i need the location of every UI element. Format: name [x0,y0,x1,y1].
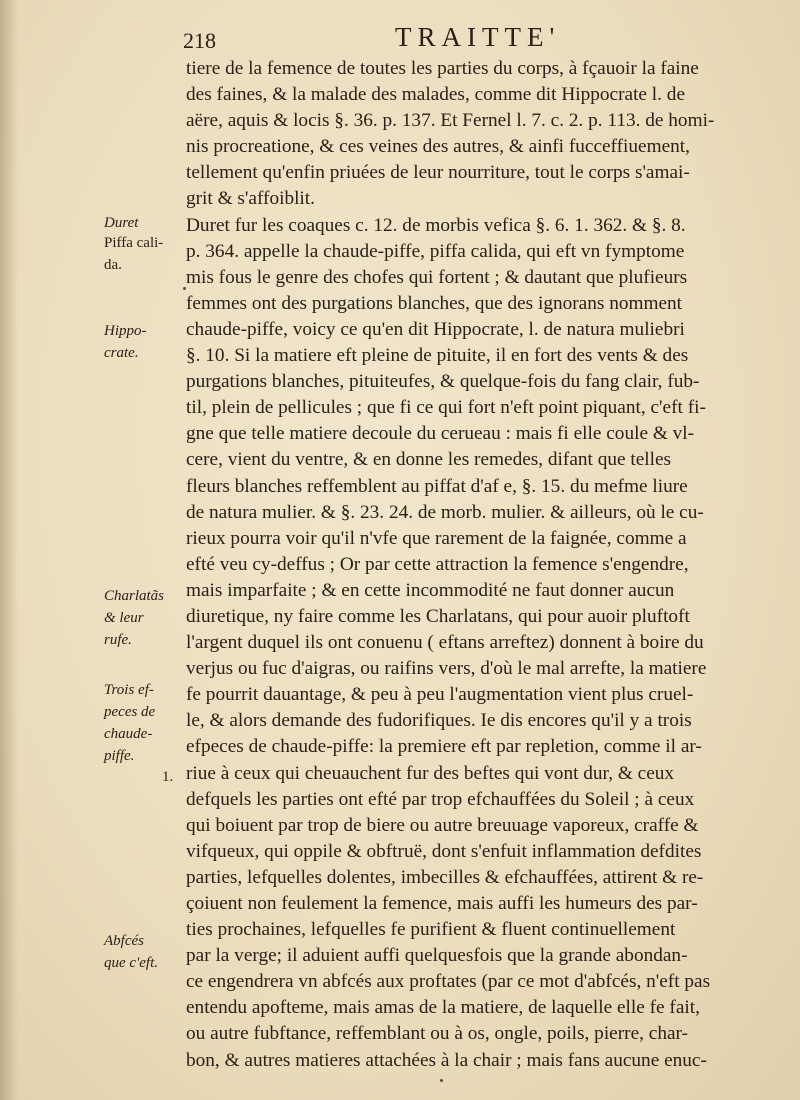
text-line: tiere de la femence de toutes les parties du corps, à fçauoir la faine [186,58,699,79]
text-line: par la verge; il aduient auffi quelquesfois que la grande abondan- [186,945,688,967]
text-line: chaude-piffe, voicy ce qu'en dit Hippocrate, l. de natura muliebri [186,318,685,340]
text-line: gne que telle matiere decoule du cerueau : mais fi elle coule & vl- [186,423,695,445]
body-text [186,56,764,1074]
text-line: diuretique, ny faire comme les Charlatans, qui pour auoir pluftoft [186,605,690,627]
text-line: nis procreatione, & ces veines des autres, & ainfi fucceffiuement, [186,136,690,158]
text-line: des faines, & la malade des malades, comme dit Hippocrate l. de [186,84,685,106]
margin-note-line: Charlatãs [104,588,165,604]
text-line: p. 364. appelle la chaude-piffe, piffa calida, qui eft vn fymptome [186,240,685,262]
text-line: riue à ceux qui cheuauchent fur des beftes qui vont dur, & ceux [186,762,675,784]
margin-note-line: Abfcés [104,933,144,949]
margin-note-line: chaude- [104,726,153,742]
text-line: Duret fur les coaques c. 12. de morbis vefica §. 6. 1. 362. & §. 8. [186,214,686,236]
running-head [183,22,763,56]
margin-note-line: da. [104,257,122,273]
text-line: de natura mulier. & §. 23. 24. de morb. mulier. & ailleurs, où le cu- [186,501,704,523]
text-line: femmes ont des purgations blanches, que des ignorans nomment [186,292,683,314]
text-line: parties, lefquelles dolentes, imbecilles & efchauffées, attirent & re- [186,866,704,888]
margin-note-charlatans [104,585,164,651]
margin-note-abscess [104,930,158,974]
margin-note-line: piffe. [104,748,135,764]
text-line: bon, & autres matieres attachées à la chair ; mais fans aucune enuc- [186,1049,707,1071]
margin-note-numeral-one [162,766,173,788]
text-line: defquels les parties ont efté par trop efchauffées du Soleil ; à ceux [186,788,695,810]
margin-note-line: rufe. [104,632,132,648]
text-line: fe pourrit dauantage, & peu à peu l'augmentation vient plus cruel- [186,684,694,706]
text-line: mais imparfaite ; & en cette incommodité ne faut donner aucun [186,579,675,601]
text-line: le, & alors demande des fudorifiques. Ie dis encores qu'il y a trois [186,710,692,732]
ink-speck [440,1079,443,1082]
margin-note-hippocrate [104,320,147,364]
margin-note-pissa-calida [104,232,163,276]
text-line: vifqueux, qui oppile & obftruë, dont s'enfuit inflammation defdites [186,840,702,862]
margin-note-line: Hippo- [104,323,147,339]
text-line: entendu apofteme, mais amas de la matiere, de laquelle elle fe fait, [186,997,700,1019]
margin-note-line: crate. [104,345,139,361]
text-line: tellement qu'enfin priuées de leur nourriture, tout le corps s'amai- [186,162,690,184]
text-line: til, plein de pellicules ; que fi ce qui fort n'eft point piquant, c'eft fi- [186,397,706,419]
margin-note-line: Trois ef- [104,682,154,698]
margin-note-trois-especes [104,679,155,767]
text-line: fleurs blanches reffemblent au piffat d'af e, §. 15. du mefme liure [186,475,688,497]
text-line: efpeces de chaude-piffe: la premiere eft par repletion, comme il ar- [186,736,702,758]
margin-note-line: Piffa cali- [104,235,164,251]
page-number: 218 [183,28,216,53]
margin-note-line: & leur [104,610,144,626]
text-line: aëre, aquis & locis §. 36. p. 137. Et Fernel l. 7. c. 2. p. 113. de homi- [186,110,715,132]
margin-note-line: peces de [104,704,156,720]
text-line: çoiuent non feulement la femence, mais auffi les humeurs des par- [186,893,698,914]
margin-note-line: que c'eft. [104,955,159,971]
text-line: ties prochaines, lefquelles fe purifient & fluent continuellement [186,919,676,941]
text-line: l'argent duquel ils ont conuenu ( eftans arreftez) donnent à boire du [186,632,704,654]
text-line: grit & s'affoiblit. [186,188,315,210]
page-gutter-shadow [0,0,18,1100]
ink-speck [183,287,186,290]
text-line: verjus ou fuc d'aigras, ou raifins vers, d'où le mal arrefte, la matiere [186,658,707,680]
margin-note-line: 1. [162,769,174,785]
margin-note-duret [104,212,138,234]
text-line: mis fous le genre des chofes qui fortent ; & dautant que plufieurs [186,266,688,288]
text-line: §. 10. Si la matiere eft pleine de pituite, il en fort des vents & des [186,345,689,367]
text-line: ou autre fubftance, reffemblant ou à os, ongle, poils, pierre, char- [186,1023,688,1045]
text-line: purgations blanches, pituiteufes, & quelque-fois du fang clair, fub- [186,371,700,393]
margin-note-line: Duret [104,215,139,231]
text-line: qui boiuent par trop de biere ou autre breuuage vaporeux, craffe & [186,814,699,836]
text-line: rieux pourra voir qu'il n'vfe que rarement de la faignée, comme a [186,527,687,549]
text-line: cere, vient du ventre, & en donne les remedes, difant que telles [186,449,672,471]
text-line: ce engendrera vn abfcés aux proftates (par ce mot d'abfcés, n'eft pas [186,971,711,993]
running-title: TRAITTE' [395,22,561,52]
text-line: efté veu cy-deffus ; Or par cette attraction la femence s'engendre, [186,553,689,575]
